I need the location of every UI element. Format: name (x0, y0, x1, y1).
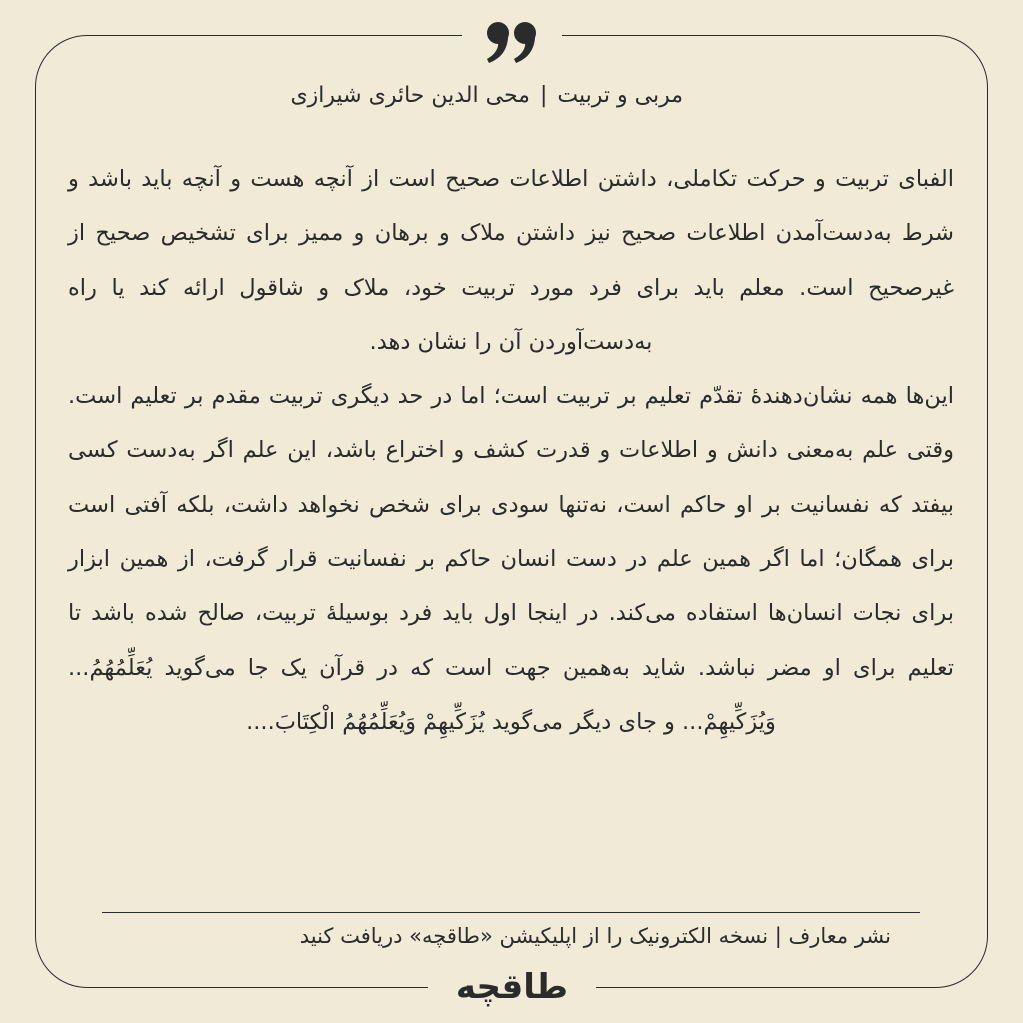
quote-icon (482, 18, 542, 66)
book-header (290, 76, 683, 116)
footer-divider (102, 912, 920, 913)
quote-paragraph-1: الفبای تربیت و حرکت تکاملی، داشتن اطلاعات صحیح است از آنچه هست و آنچه باید باشد و شرط به‌دست‌آمدن اطلاعات صحیح نیز داشتن ملاک و برهان و ممیز برای تشخیص صحیح از غیرصحیح است. معلم باید برای فرد مورد تربیت خود، ملاک و شاقول ارائه کند یا راه به‌دست‌آوردن آن را نشان دهد. (68, 166, 954, 355)
book-title: مربی و تربیت (557, 83, 683, 108)
author-name: محی الدین حائری شیرازی (290, 83, 530, 108)
quote-body (68, 152, 954, 749)
footer-note: نشر معارف | نسخه الکترونیک را از اپلیکیشن «طاقچه» دریافت کنید (299, 924, 891, 948)
header-separator: | (539, 83, 548, 108)
quote-paragraph-2: این‌ها همه نشان‌دهندهٔ تقدّم تعلیم بر تربیت است؛ اما در حد دیگری تربیت مقدم بر تعلیم است. وقتی علم به‌معنی دانش و اطلاعات و قدرت کشف و اختراع باشد، این علم اگر به‌دست کسی بیفتد که نفسانیت بر او حاکم است، نه‌تنها سودی برای شخص نخواهد داشت، بلکه آفتی است برای همگان؛ اما اگر همین علم در دست انسان حاکم بر نفسانیت قرار گرفت، از همین ابزار برای نجات انسان‌ها استفاده می‌کند. در اینجا اول باید فرد بوسیلهٔ تربیت، صالح شده باشد تا تعلیم برای او مضر نباشد. شاید به‌همین جهت است که در قرآن یک جا می‌گوید یُعَلِّمُهُمُ... وَیُزَکِّیهِمْ... و جای دیگر می‌گوید یُزَکِّیهِمْ وَیُعَلِّمُهُمُ الْکِتَابَ.... (68, 383, 954, 735)
taaghche-logo: طاقچه (455, 967, 569, 1007)
